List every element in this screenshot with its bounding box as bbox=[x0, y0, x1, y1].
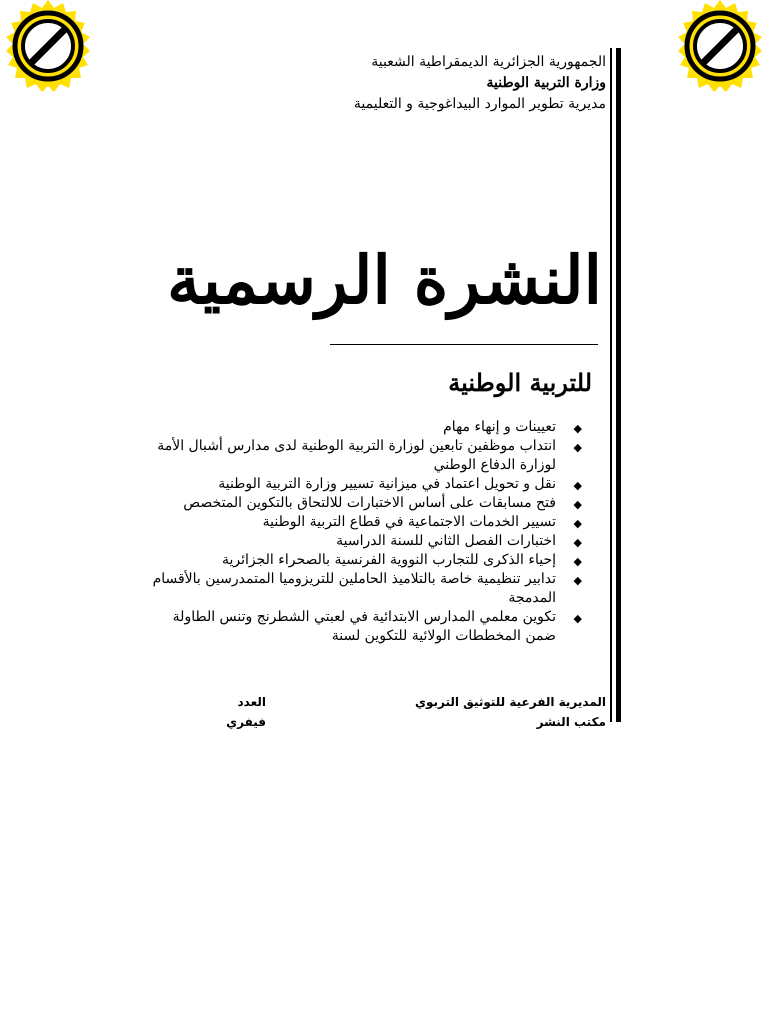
publisher-block bbox=[415, 692, 606, 732]
bulletin-subtitle: للتربية الوطنية bbox=[448, 368, 592, 397]
issue-label: العدد bbox=[237, 695, 266, 709]
diamond-bullet-icon: ◆ bbox=[573, 536, 582, 549]
diamond-bullet-icon: ◆ bbox=[573, 441, 582, 454]
topic-item: ◆ نقل و تحويل اعتماد في ميزانية تسيير وزارة التربية الوطنية bbox=[152, 475, 582, 494]
diamond-bullet-icon: ◆ bbox=[573, 479, 582, 492]
diamond-bullet-icon: ◆ bbox=[573, 555, 582, 568]
issue-month: فيفري bbox=[226, 715, 266, 729]
documentation-subdirectorate: المديرية الفرعية للتوثيق التربوي bbox=[414, 695, 606, 709]
diamond-bullet-icon: ◆ bbox=[573, 422, 582, 435]
topics-list bbox=[152, 418, 582, 646]
topic-item: ◆ فتح مسابقات على أساس الاختبارات للالتحاق بالتكوين المتخصص bbox=[152, 494, 582, 513]
topic-item: ◆ تدابير تنظيمية خاصة بالتلاميذ الحاملين للتريزوميا المتمدرسين بالأقسام المدمجة bbox=[152, 571, 582, 606]
vertical-rule-thin bbox=[610, 48, 612, 722]
topic-item: ◆ تكوين معلمي المدارس الابتدائية في لعبتي الشطرنج وتنس الطاولة ضمن المخططات الولائية للتكوين لسنة bbox=[172, 609, 582, 644]
diamond-bullet-icon: ◆ bbox=[573, 517, 582, 530]
vertical-rule-thick bbox=[616, 48, 621, 722]
bulletin-title: النشرة الرسمية bbox=[167, 241, 602, 319]
prohibited-badge-icon bbox=[0, 0, 96, 96]
topic-item: ◆ إحياء الذكرى للتجارب النووية الفرنسية بالصحراء الجزائرية bbox=[152, 551, 582, 570]
title-underline bbox=[330, 344, 598, 345]
ministry-name: وزارة التربية الوطنية bbox=[486, 75, 606, 91]
topic-item: ◆ اختبارات الفصل الثاني للسنة الدراسية bbox=[152, 532, 582, 551]
diamond-bullet-icon: ◆ bbox=[573, 498, 582, 511]
publishing-office: مكتب النشر bbox=[536, 715, 606, 729]
issue-block bbox=[186, 692, 266, 732]
topic-item: ◆ انتداب موظفين تابعين لوزارة التربية الوطنية لدى مدارس أشبال الأمة لوزارة الدفاع الوطني bbox=[157, 438, 582, 473]
diamond-bullet-icon: ◆ bbox=[573, 612, 582, 625]
republic-name: الجمهورية الجزائرية الديمقراطية الشعبية bbox=[371, 54, 606, 70]
directorate-name: مديرية تطوير الموارد البيداغوجية و التعليمية bbox=[353, 96, 606, 112]
diamond-bullet-icon: ◆ bbox=[573, 574, 582, 587]
ministry-header bbox=[354, 52, 606, 115]
prohibited-badge-icon bbox=[672, 0, 768, 96]
topic-item: ◆ تسيير الخدمات الاجتماعية في قطاع التربية الوطنية bbox=[152, 513, 582, 532]
topic-item: ◆ تعيينات و إنهاء مهام bbox=[152, 418, 582, 437]
